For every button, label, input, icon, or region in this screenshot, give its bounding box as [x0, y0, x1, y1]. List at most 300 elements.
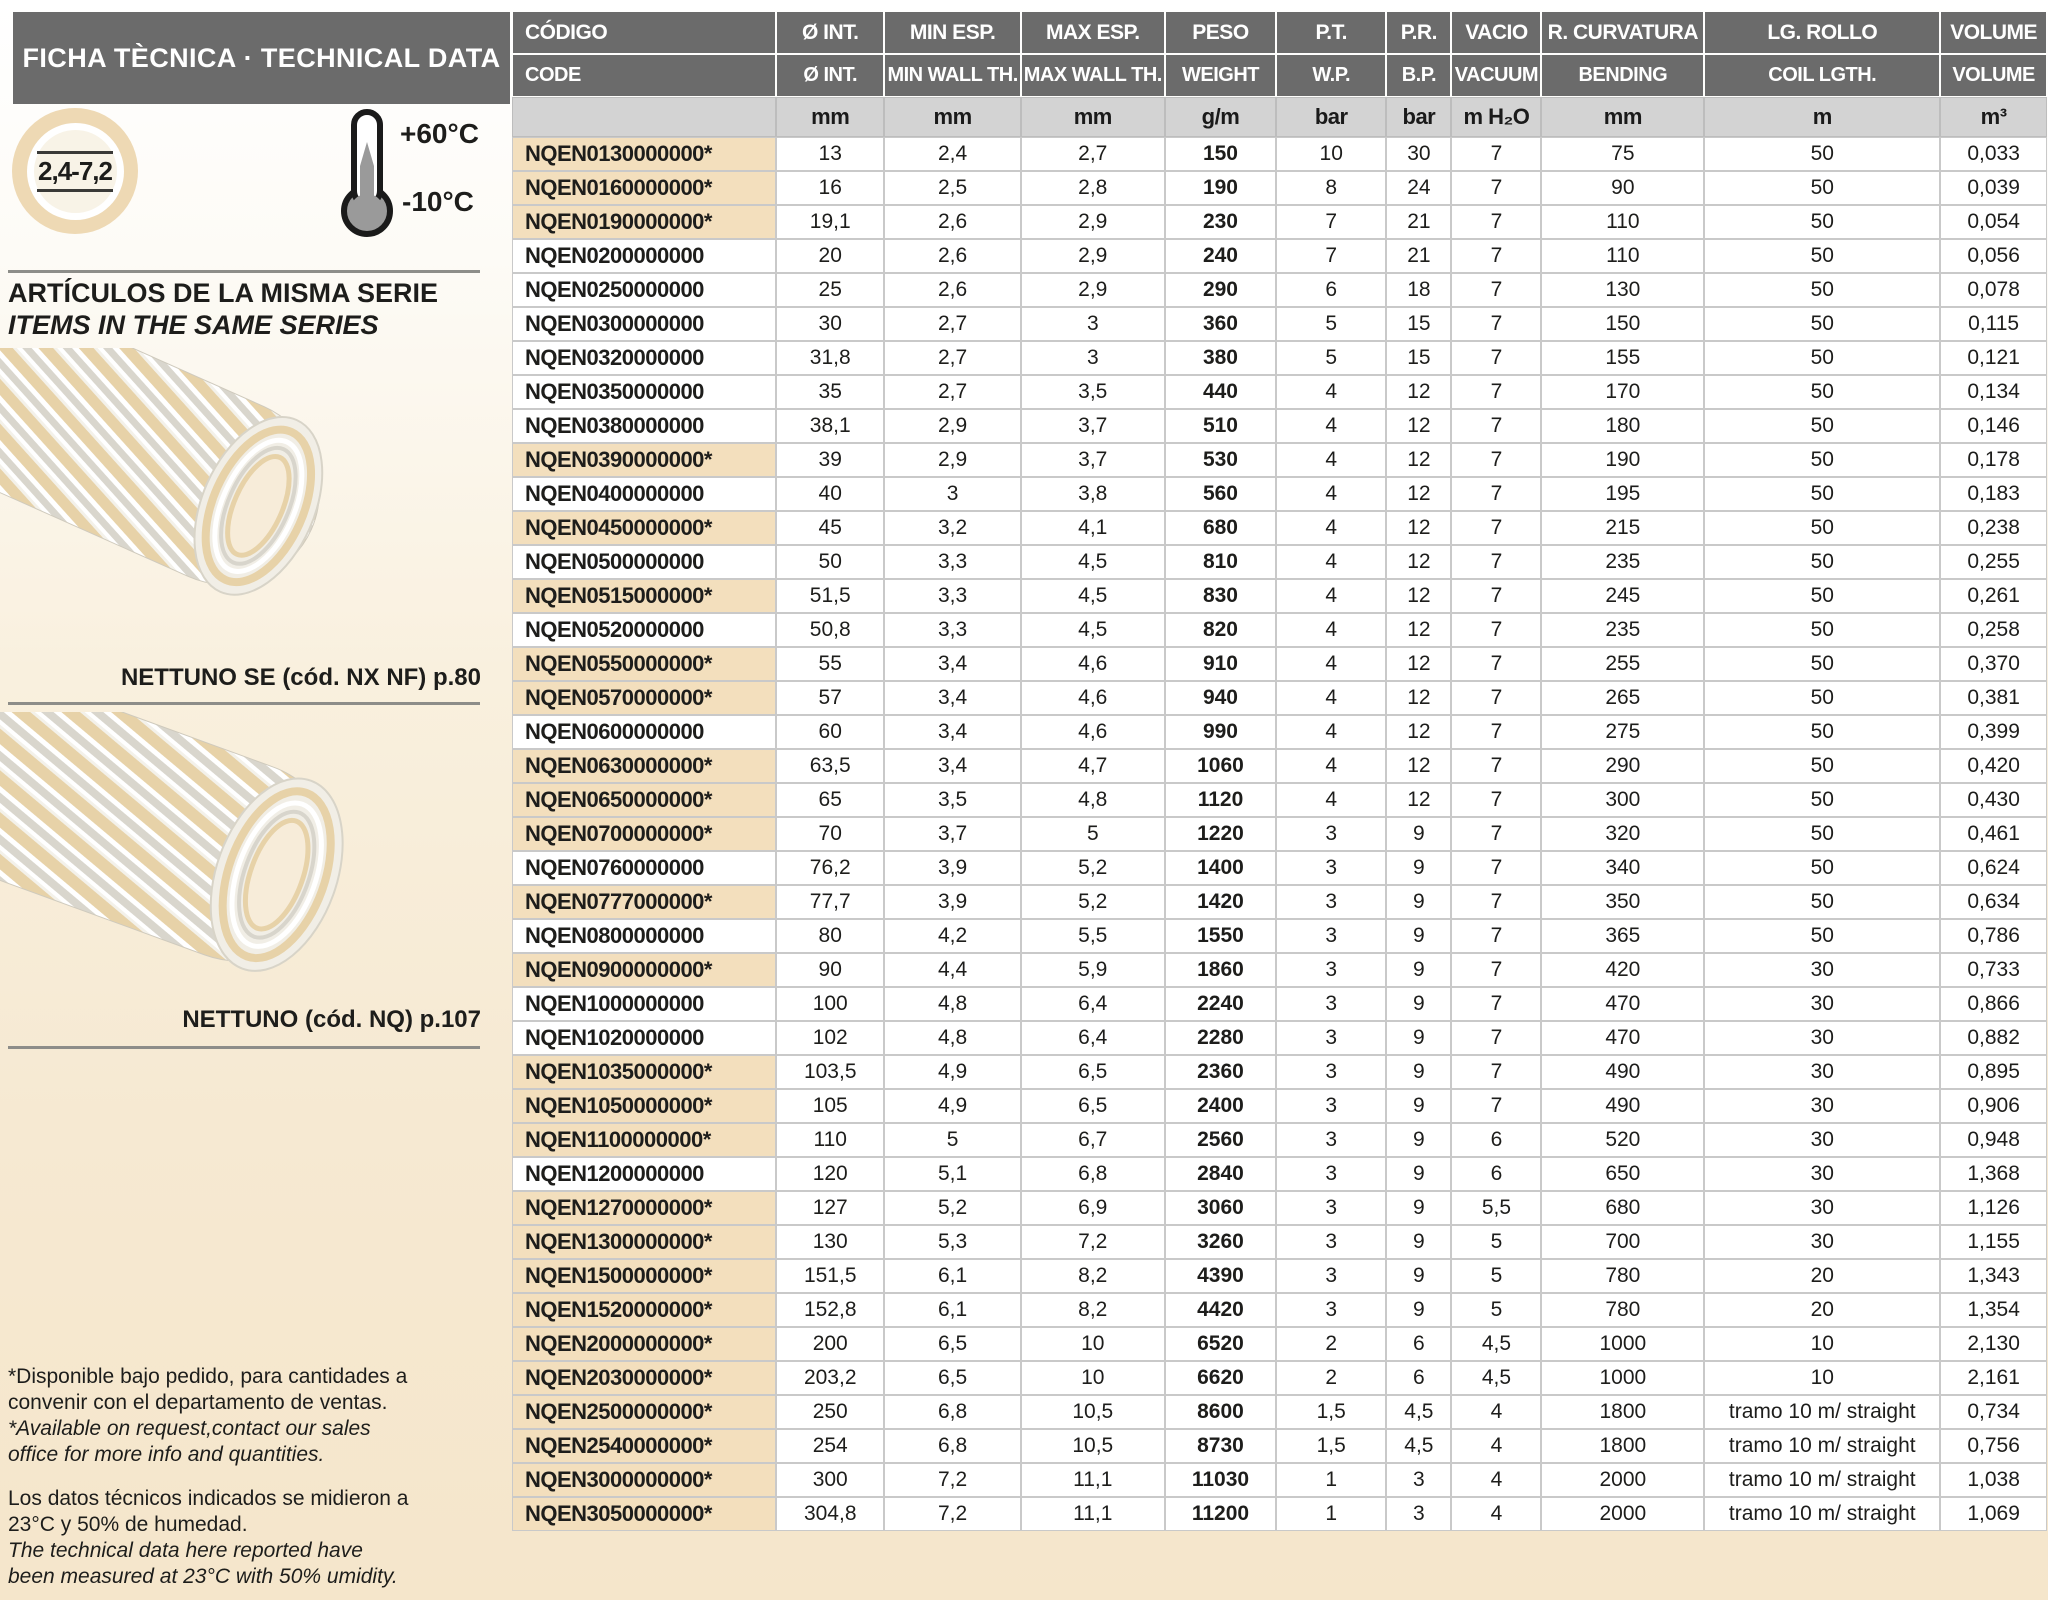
cell-weight: 910 [1166, 648, 1275, 680]
cell-code: NQEN0760000000 [513, 852, 775, 884]
table-row [513, 274, 2046, 306]
cell-wp: 4 [1277, 648, 1385, 680]
cell-id: 35 [777, 376, 883, 408]
table-row [513, 1192, 2046, 1224]
table-row [513, 784, 2046, 816]
badge-ring [27, 123, 124, 220]
cell-weight: 3260 [1166, 1226, 1275, 1258]
cell-id: 51,5 [777, 580, 883, 612]
cell-max_wall: 5,2 [1022, 886, 1164, 918]
cell-volume: 0,258 [1941, 614, 2046, 646]
cell-volume: 0,370 [1941, 648, 2046, 680]
cell-vacuum: 5 [1452, 1294, 1540, 1326]
cell-code: NQEN0450000000* [513, 512, 775, 544]
cell-id: 203,2 [777, 1362, 883, 1394]
table-row [513, 1498, 2046, 1530]
cell-coil: 50 [1705, 852, 1939, 884]
cell-max_wall: 11,1 [1022, 1498, 1164, 1530]
cell-wp: 4 [1277, 750, 1385, 782]
cell-min_wall: 4,2 [885, 920, 1019, 952]
thermometer-icon [338, 108, 396, 240]
col-header-volume-es: VOLUME [1941, 12, 2046, 53]
cell-bp: 9 [1387, 818, 1450, 850]
cell-vacuum: 7 [1452, 138, 1540, 170]
cell-code: NQEN0320000000 [513, 342, 775, 374]
cell-code: NQEN0390000000* [513, 444, 775, 476]
cell-volume: 0,895 [1941, 1056, 2046, 1088]
cell-code: NQEN0200000000 [513, 240, 775, 272]
col-header-weight-es: PESO [1166, 12, 1275, 53]
cell-bending: 130 [1542, 274, 1703, 306]
cell-weight: 1400 [1166, 852, 1275, 884]
cell-weight: 240 [1166, 240, 1275, 272]
cell-coil: tramo 10 m/ straight [1705, 1464, 1939, 1496]
cell-code: NQEN0600000000 [513, 716, 775, 748]
cell-bp: 9 [1387, 886, 1450, 918]
table-row [513, 954, 2046, 986]
unit-max_wall: mm [1022, 98, 1164, 136]
cell-min_wall: 2,6 [885, 274, 1019, 306]
footnote-measured-en: The technical data here reported have been measured at 23°C with 50% umidity. [8, 1539, 398, 1588]
cell-id: 102 [777, 1022, 883, 1054]
cell-max_wall: 4,7 [1022, 750, 1164, 782]
unit-volume: m³ [1941, 98, 2046, 136]
cell-weight: 2560 [1166, 1124, 1275, 1156]
cell-vacuum: 7 [1452, 886, 1540, 918]
cell-wp: 4 [1277, 444, 1385, 476]
cell-vacuum: 5 [1452, 1226, 1540, 1258]
table-row [513, 1396, 2046, 1428]
cell-weight: 1120 [1166, 784, 1275, 816]
cell-min_wall: 4,9 [885, 1056, 1019, 1088]
cell-coil: 50 [1705, 784, 1939, 816]
cell-min_wall: 4,4 [885, 954, 1019, 986]
cell-min_wall: 2,6 [885, 240, 1019, 272]
cell-coil: 50 [1705, 308, 1939, 340]
cell-max_wall: 4,6 [1022, 682, 1164, 714]
cell-coil: 50 [1705, 172, 1939, 204]
cell-vacuum: 7 [1452, 988, 1540, 1020]
table-row [513, 1430, 2046, 1462]
cell-bp: 9 [1387, 920, 1450, 952]
cell-max_wall: 3,5 [1022, 376, 1164, 408]
cell-weight: 3060 [1166, 1192, 1275, 1224]
cell-bending: 520 [1542, 1124, 1703, 1156]
col-header-wp-en: W.P. [1277, 55, 1385, 96]
cell-bending: 155 [1542, 342, 1703, 374]
cell-max_wall: 6,5 [1022, 1056, 1164, 1088]
cell-bending: 780 [1542, 1260, 1703, 1292]
cell-id: 13 [777, 138, 883, 170]
cell-wp: 10 [1277, 138, 1385, 170]
cell-id: 80 [777, 920, 883, 952]
cell-bp: 12 [1387, 648, 1450, 680]
table-row [513, 410, 2046, 442]
cell-weight: 440 [1166, 376, 1275, 408]
cell-vacuum: 4,5 [1452, 1328, 1540, 1360]
unit-bending: mm [1542, 98, 1703, 136]
cell-bending: 75 [1542, 138, 1703, 170]
cell-weight: 2360 [1166, 1056, 1275, 1088]
cell-id: 103,5 [777, 1056, 883, 1088]
cell-bending: 1000 [1542, 1328, 1703, 1360]
cell-wp: 3 [1277, 1022, 1385, 1054]
cell-volume: 0,134 [1941, 376, 2046, 408]
cell-code: NQEN0800000000 [513, 920, 775, 952]
cell-weight: 820 [1166, 614, 1275, 646]
wall-thickness-badge [12, 108, 138, 234]
cell-weight: 2280 [1166, 1022, 1275, 1054]
col-header-weight-en: WEIGHT [1166, 55, 1275, 96]
cell-vacuum: 7 [1452, 410, 1540, 442]
cell-id: 60 [777, 716, 883, 748]
cell-coil: 50 [1705, 444, 1939, 476]
cell-wp: 5 [1277, 342, 1385, 374]
cell-weight: 1860 [1166, 954, 1275, 986]
cell-vacuum: 6 [1452, 1124, 1540, 1156]
cell-bending: 90 [1542, 172, 1703, 204]
cell-coil: 10 [1705, 1362, 1939, 1394]
cell-coil: 50 [1705, 716, 1939, 748]
cell-wp: 3 [1277, 886, 1385, 918]
cell-vacuum: 7 [1452, 1022, 1540, 1054]
cell-volume: 0,756 [1941, 1430, 2046, 1462]
cell-bending: 265 [1542, 682, 1703, 714]
cell-bp: 12 [1387, 750, 1450, 782]
cell-bp: 9 [1387, 1124, 1450, 1156]
cell-wp: 4 [1277, 512, 1385, 544]
table-row [513, 1056, 2046, 1088]
cell-max_wall: 4,5 [1022, 546, 1164, 578]
cell-code: NQEN0900000000* [513, 954, 775, 986]
cell-max_wall: 6,7 [1022, 1124, 1164, 1156]
cell-weight: 530 [1166, 444, 1275, 476]
cell-id: 31,8 [777, 342, 883, 374]
cell-bending: 215 [1542, 512, 1703, 544]
cell-id: 19,1 [777, 206, 883, 238]
cell-max_wall: 10 [1022, 1328, 1164, 1360]
table-row [513, 648, 2046, 680]
cell-weight: 150 [1166, 138, 1275, 170]
cell-volume: 0,033 [1941, 138, 2046, 170]
footnotes [8, 1364, 412, 1590]
cell-bp: 12 [1387, 682, 1450, 714]
cell-coil: 50 [1705, 546, 1939, 578]
cell-id: 130 [777, 1226, 883, 1258]
table-row [513, 614, 2046, 646]
cell-bp: 9 [1387, 954, 1450, 986]
cell-vacuum: 7 [1452, 1056, 1540, 1088]
cell-id: 57 [777, 682, 883, 714]
cell-code: NQEN0190000000* [513, 206, 775, 238]
unit-id: mm [777, 98, 883, 136]
cell-volume: 1,038 [1941, 1464, 2046, 1496]
cell-wp: 1 [1277, 1464, 1385, 1496]
cell-weight: 8730 [1166, 1430, 1275, 1462]
col-header-wp-es: P.T. [1277, 12, 1385, 53]
col-header-id-en: Ø INT. [777, 55, 883, 96]
cell-volume: 0,906 [1941, 1090, 2046, 1122]
cell-weight: 4390 [1166, 1260, 1275, 1292]
cell-volume: 0,734 [1941, 1396, 2046, 1428]
footnote-measured-es: Los datos técnicos indicados se midieron a 23°C y 50% de humedad. [8, 1487, 409, 1536]
table-row [513, 512, 2046, 544]
cell-min_wall: 3,7 [885, 818, 1019, 850]
cell-max_wall: 10,5 [1022, 1396, 1164, 1428]
cell-bending: 180 [1542, 410, 1703, 442]
cell-bending: 300 [1542, 784, 1703, 816]
cell-volume: 0,056 [1941, 240, 2046, 272]
cell-wp: 4 [1277, 716, 1385, 748]
cell-wp: 7 [1277, 240, 1385, 272]
cell-bp: 21 [1387, 206, 1450, 238]
cell-vacuum: 7 [1452, 716, 1540, 748]
table-row [513, 920, 2046, 952]
cell-code: NQEN0300000000 [513, 308, 775, 340]
cell-id: 120 [777, 1158, 883, 1190]
cell-min_wall: 5,3 [885, 1226, 1019, 1258]
cell-coil: 30 [1705, 1090, 1939, 1122]
cell-bending: 150 [1542, 308, 1703, 340]
cell-max_wall: 5,5 [1022, 920, 1164, 952]
unit-bp: bar [1387, 98, 1450, 136]
cell-wp: 3 [1277, 954, 1385, 986]
cell-coil: 30 [1705, 1192, 1939, 1224]
cell-max_wall: 6,4 [1022, 1022, 1164, 1054]
cell-code: NQEN0700000000* [513, 818, 775, 850]
cell-code: NQEN1000000000 [513, 988, 775, 1020]
divider [8, 1046, 480, 1049]
cell-bending: 190 [1542, 444, 1703, 476]
cell-id: 40 [777, 478, 883, 510]
cell-bending: 340 [1542, 852, 1703, 884]
table-row [513, 308, 2046, 340]
cell-coil: tramo 10 m/ straight [1705, 1430, 1939, 1462]
cell-id: 50,8 [777, 614, 883, 646]
cell-coil: 30 [1705, 1124, 1939, 1156]
hose-caption-nettuno: NETTUNO (cód. NQ) p.107 [182, 1006, 481, 1033]
cell-bp: 12 [1387, 444, 1450, 476]
series-heading-en: ITEMS IN THE SAME SERIES [8, 310, 379, 340]
cell-max_wall: 4,5 [1022, 614, 1164, 646]
cell-min_wall: 4,9 [885, 1090, 1019, 1122]
cell-wp: 1,5 [1277, 1396, 1385, 1428]
cell-min_wall: 2,7 [885, 376, 1019, 408]
cell-weight: 6520 [1166, 1328, 1275, 1360]
cell-min_wall: 2,9 [885, 444, 1019, 476]
cell-min_wall: 3,4 [885, 682, 1019, 714]
cell-vacuum: 4 [1452, 1430, 1540, 1462]
cell-vacuum: 7 [1452, 546, 1540, 578]
cell-volume: 1,368 [1941, 1158, 2046, 1190]
cell-volume: 0,399 [1941, 716, 2046, 748]
cell-bending: 255 [1542, 648, 1703, 680]
cell-max_wall: 10,5 [1022, 1430, 1164, 1462]
table-row [513, 240, 2046, 272]
cell-weight: 360 [1166, 308, 1275, 340]
cell-volume: 0,624 [1941, 852, 2046, 884]
cell-bp: 9 [1387, 988, 1450, 1020]
cell-wp: 4 [1277, 580, 1385, 612]
col-header-vacuum-en: VACUUM [1452, 55, 1540, 96]
cell-volume: 0,178 [1941, 444, 2046, 476]
cell-vacuum: 7 [1452, 206, 1540, 238]
cell-max_wall: 7,2 [1022, 1226, 1164, 1258]
series-heading-es: ARTÍCULOS DE LA MISMA SERIE [8, 278, 439, 308]
cell-id: 152,8 [777, 1294, 883, 1326]
col-header-vacuum-es: VACIO [1452, 12, 1540, 53]
cell-weight: 4420 [1166, 1294, 1275, 1326]
table-row [513, 1022, 2046, 1054]
footnote-available-en: *Available on request,contact our sales office for more info and quantities. [8, 1417, 371, 1466]
cell-code: NQEN1270000000* [513, 1192, 775, 1224]
cell-min_wall: 3,3 [885, 614, 1019, 646]
cell-id: 30 [777, 308, 883, 340]
cell-bp: 6 [1387, 1328, 1450, 1360]
cell-vacuum: 7 [1452, 1090, 1540, 1122]
cell-wp: 4 [1277, 478, 1385, 510]
col-header-min_wall-en: MIN WALL TH. [885, 55, 1019, 96]
cell-bending: 2000 [1542, 1498, 1703, 1530]
cell-bp: 9 [1387, 1090, 1450, 1122]
cell-bp: 12 [1387, 376, 1450, 408]
cell-code: NQEN0130000000* [513, 138, 775, 170]
cell-volume: 1,069 [1941, 1498, 2046, 1530]
cell-volume: 0,115 [1941, 308, 2046, 340]
cell-min_wall: 2,7 [885, 342, 1019, 374]
cell-bending: 1800 [1542, 1396, 1703, 1428]
cell-volume: 2,161 [1941, 1362, 2046, 1394]
cell-coil: 50 [1705, 580, 1939, 612]
cell-weight: 940 [1166, 682, 1275, 714]
cell-volume: 1,343 [1941, 1260, 2046, 1292]
table-row [513, 1226, 2046, 1258]
cell-coil: tramo 10 m/ straight [1705, 1498, 1939, 1530]
col-header-max_wall-es: MAX ESP. [1022, 12, 1164, 53]
cell-min_wall: 3 [885, 478, 1019, 510]
cell-vacuum: 7 [1452, 750, 1540, 782]
cell-wp: 8 [1277, 172, 1385, 204]
table-row [513, 1124, 2046, 1156]
cell-vacuum: 7 [1452, 274, 1540, 306]
cell-weight: 2840 [1166, 1158, 1275, 1190]
table-row [513, 1464, 2046, 1496]
cell-code: NQEN0515000000* [513, 580, 775, 612]
cell-min_wall: 6,5 [885, 1328, 1019, 1360]
cell-vacuum: 7 [1452, 682, 1540, 714]
cell-code: NQEN1050000000* [513, 1090, 775, 1122]
footnote-available-es: *Disponible bajo pedido, para cantidades a convenir con el departamento de ventas. [8, 1365, 408, 1414]
cell-wp: 5 [1277, 308, 1385, 340]
cell-coil: 50 [1705, 920, 1939, 952]
cell-wp: 1,5 [1277, 1430, 1385, 1462]
cell-weight: 810 [1166, 546, 1275, 578]
cell-vacuum: 5,5 [1452, 1192, 1540, 1224]
cell-volume: 0,948 [1941, 1124, 2046, 1156]
cell-id: 39 [777, 444, 883, 476]
cell-weight: 2400 [1166, 1090, 1275, 1122]
table-row [513, 988, 2046, 1020]
col-header-min_wall-es: MIN ESP. [885, 12, 1019, 53]
cell-min_wall: 2,9 [885, 410, 1019, 442]
unit-wp: bar [1277, 98, 1385, 136]
cell-code: NQEN0400000000 [513, 478, 775, 510]
cell-code: NQEN1035000000* [513, 1056, 775, 1088]
cell-max_wall: 5,2 [1022, 852, 1164, 884]
col-header-bp-en: B.P. [1387, 55, 1450, 96]
cell-min_wall: 2,7 [885, 308, 1019, 340]
cell-bp: 18 [1387, 274, 1450, 306]
cell-coil: 50 [1705, 614, 1939, 646]
cell-weight: 1060 [1166, 750, 1275, 782]
cell-vacuum: 7 [1452, 308, 1540, 340]
cell-bp: 9 [1387, 1022, 1450, 1054]
cell-vacuum: 7 [1452, 172, 1540, 204]
cell-vacuum: 7 [1452, 954, 1540, 986]
cell-code: NQEN0160000000* [513, 172, 775, 204]
cell-id: 25 [777, 274, 883, 306]
cell-wp: 3 [1277, 1124, 1385, 1156]
cell-vacuum: 7 [1452, 920, 1540, 952]
cell-wp: 3 [1277, 1056, 1385, 1088]
cell-code: NQEN0630000000* [513, 750, 775, 782]
col-header-bending-es: R. CURVATURA [1542, 12, 1703, 53]
cell-weight: 560 [1166, 478, 1275, 510]
table-row [513, 886, 2046, 918]
table-row [513, 376, 2046, 408]
cell-min_wall: 6,1 [885, 1294, 1019, 1326]
cell-vacuum: 7 [1452, 376, 1540, 408]
cell-max_wall: 4,8 [1022, 784, 1164, 816]
cell-weight: 11030 [1166, 1464, 1275, 1496]
spec-table [511, 10, 2048, 1532]
cell-bp: 9 [1387, 1260, 1450, 1292]
cell-min_wall: 3,4 [885, 750, 1019, 782]
cell-wp: 4 [1277, 682, 1385, 714]
cell-code: NQEN0550000000* [513, 648, 775, 680]
table-row [513, 682, 2046, 714]
cell-vacuum: 7 [1452, 580, 1540, 612]
cell-bending: 110 [1542, 206, 1703, 238]
unit-vacuum: m H₂O [1452, 98, 1540, 136]
cell-wp: 3 [1277, 852, 1385, 884]
cell-code: NQEN0570000000* [513, 682, 775, 714]
cell-id: 38,1 [777, 410, 883, 442]
cell-id: 16 [777, 172, 883, 204]
cell-volume: 1,126 [1941, 1192, 2046, 1224]
unit-weight: g/m [1166, 98, 1275, 136]
cell-weight: 510 [1166, 410, 1275, 442]
cell-vacuum: 7 [1452, 342, 1540, 374]
cell-wp: 3 [1277, 1226, 1385, 1258]
cell-max_wall: 6,5 [1022, 1090, 1164, 1122]
cell-min_wall: 7,2 [885, 1464, 1019, 1496]
cell-code: NQEN0500000000 [513, 546, 775, 578]
cell-volume: 0,381 [1941, 682, 2046, 714]
cell-wp: 7 [1277, 206, 1385, 238]
col-header-max_wall-en: MAX WALL TH. [1022, 55, 1164, 96]
cell-coil: 50 [1705, 512, 1939, 544]
cell-weight: 230 [1166, 206, 1275, 238]
cell-max_wall: 3 [1022, 308, 1164, 340]
col-header-code-en: CODE [513, 55, 775, 96]
cell-bending: 235 [1542, 614, 1703, 646]
cell-weight: 11200 [1166, 1498, 1275, 1530]
cell-coil: 50 [1705, 886, 1939, 918]
cell-code: NQEN1200000000 [513, 1158, 775, 1190]
cell-wp: 3 [1277, 920, 1385, 952]
cell-code: NQEN3050000000* [513, 1498, 775, 1530]
